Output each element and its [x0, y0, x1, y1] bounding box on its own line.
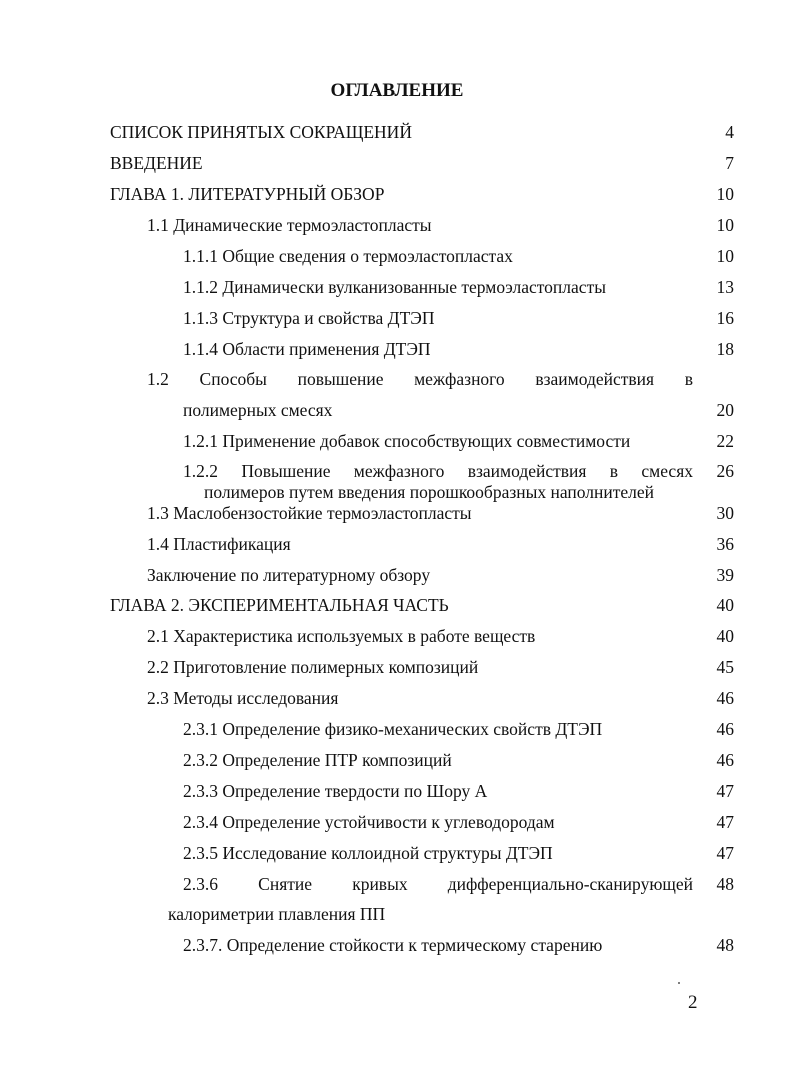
toc-entry-1-2-cont: полимерных смесях — [183, 400, 333, 420]
toc-entry-chapter-2: ГЛАВА 2. ЭКСПЕРИМЕНТАЛЬНАЯ ЧАСТЬ — [110, 595, 449, 615]
toc-page-number: 46 — [716, 719, 734, 739]
toc-page-number: 48 — [716, 874, 734, 894]
toc-page-number: 47 — [716, 812, 734, 832]
toc-entry-abbreviations: СПИСОК ПРИНЯТЫХ СОКРАЩЕНИЙ — [110, 122, 412, 142]
toc-page-number: 39 — [716, 565, 734, 585]
toc-entry-1-1-3: 1.1.3 Структура и свойства ДТЭП — [183, 308, 435, 328]
toc-entry-conclusion: Заключение по литературному обзору — [147, 565, 431, 585]
toc-page-number: 10 — [716, 184, 734, 204]
toc-entry-1-1-1: 1.1.1 Общие сведения о термоэластопластах — [183, 246, 513, 266]
toc-page-number: 26 — [716, 461, 734, 481]
toc-page-number: 22 — [716, 431, 734, 451]
page-number: 2 — [688, 992, 698, 1013]
toc-entry-1-2-2-cont: полимеров путем введения порошкообразных наполнителей — [204, 482, 655, 502]
toc-entry-1-4: 1.4 Пластификация — [147, 534, 291, 554]
toc-page-number: 10 — [716, 246, 734, 266]
toc-page-number: 47 — [716, 843, 734, 863]
toc-page-number: 20 — [716, 400, 734, 420]
toc-entry-1-1-4: 1.1.4 Области применения ДТЭП — [183, 339, 431, 359]
toc-entry-2-3-6: 2.3.6 Снятие кривых дифференциально-сканирующей — [183, 874, 693, 894]
toc-entry-1-2: 1.2 Способы повышение межфазного взаимодействия в — [147, 369, 693, 389]
toc-entry-2-3-3: 2.3.3 Определение твердости по Шору А — [183, 781, 488, 801]
toc-entry-1-1: 1.1 Динамические термоэластопласты — [147, 215, 432, 235]
toc-entry-2-3-6-cont: калориметрии плавления ПП — [168, 904, 386, 924]
toc-page-number: 45 — [716, 657, 734, 677]
toc-entry-1-3: 1.3 Маслобензостойкие термоэластопласты — [147, 503, 472, 523]
toc-entry-1-2-2: 1.2.2 Повышение межфазного взаимодействия в смесях — [183, 461, 693, 481]
toc-entry-2-3-2: 2.3.2 Определение ПТР композиций — [183, 750, 452, 770]
toc-page-number: 48 — [716, 935, 734, 955]
toc-page-number: 40 — [716, 595, 734, 615]
page-title: ОГЛАВЛЕНИЕ — [330, 80, 464, 101]
toc-entry-chapter-1: ГЛАВА 1. ЛИТЕРАТУРНЫЙ ОБЗОР — [110, 184, 385, 204]
toc-entry-2-2: 2.2 Приготовление полимерных композиций — [147, 657, 479, 677]
toc-entry-introduction: ВВЕДЕНИЕ — [110, 153, 203, 173]
toc-entry-2-3-7: 2.3.7. Определение стойкости к термическому старению — [183, 935, 603, 955]
toc-entry-2-3-5: 2.3.5 Исследование коллоидной структуры ДТЭП — [183, 843, 553, 863]
toc-entry-2-1: 2.1 Характеристика используемых в работе веществ — [147, 626, 536, 646]
scan-speck — [678, 982, 680, 984]
toc-page-number: 13 — [716, 277, 734, 297]
toc-entry-2-3-1: 2.3.1 Определение физико-механических свойств ДТЭП — [183, 719, 603, 739]
toc-entry-1-1-2: 1.1.2 Динамически вулканизованные термоэластопласты — [183, 277, 606, 297]
toc-page-number: 4 — [725, 122, 734, 142]
toc-page-number: 30 — [716, 503, 734, 523]
toc-page-number: 18 — [716, 339, 734, 359]
toc-entry-1-2-1: 1.2.1 Применение добавок способствующих совместимости — [183, 431, 631, 451]
toc-page-number: 16 — [716, 308, 734, 328]
toc-entry-2-3-4: 2.3.4 Определение устойчивости к углеводородам — [183, 812, 555, 832]
toc-page-number: 47 — [716, 781, 734, 801]
toc-page-number: 46 — [716, 750, 734, 770]
toc-page-number: 46 — [716, 688, 734, 708]
toc-page-number: 10 — [716, 215, 734, 235]
toc-entry-2-3: 2.3 Методы исследования — [147, 688, 339, 708]
toc-page-number: 7 — [725, 153, 734, 173]
toc-page-number: 36 — [716, 534, 734, 554]
toc-page-number: 40 — [716, 626, 734, 646]
